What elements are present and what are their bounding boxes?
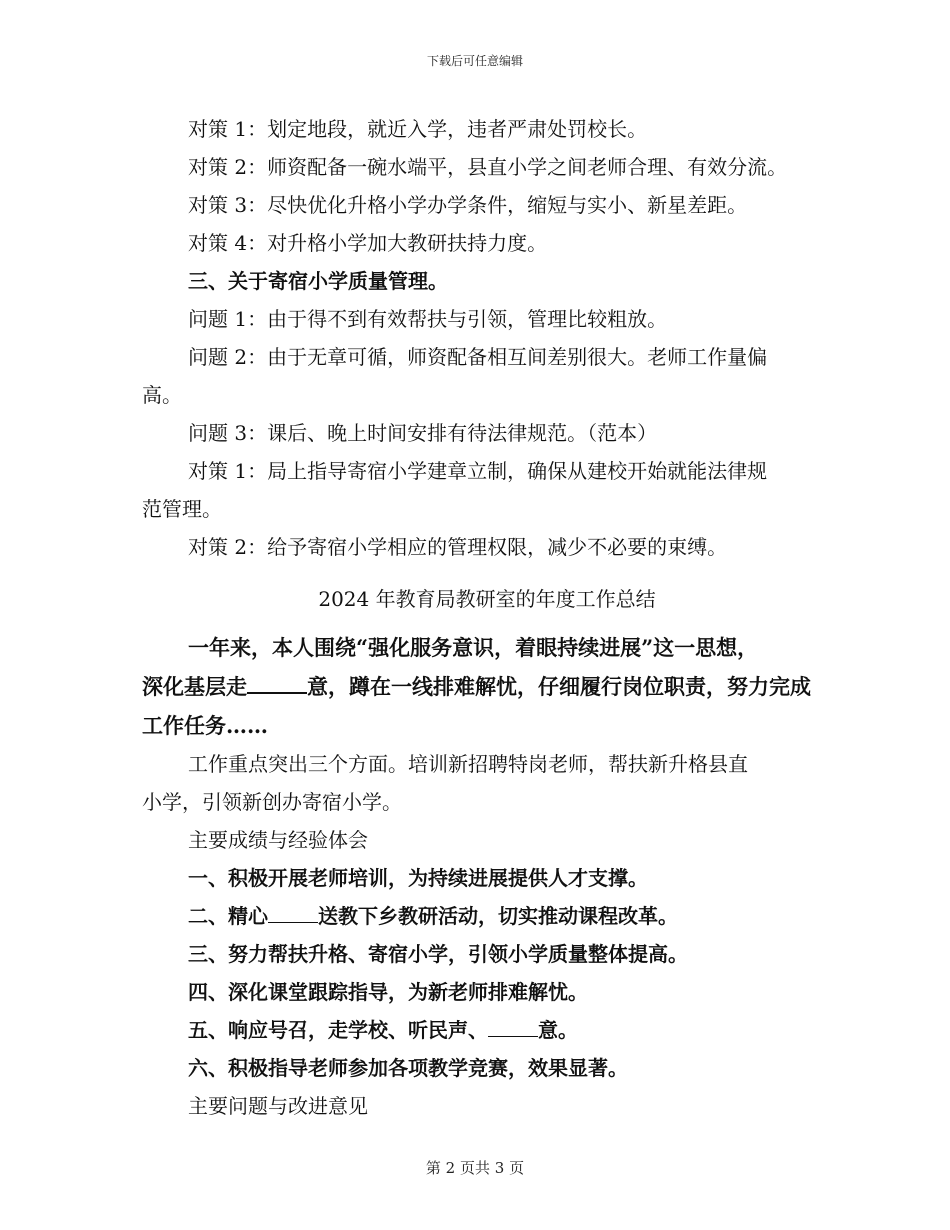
achievement-item-2 <box>142 897 812 935</box>
intro-line-2-start: 深化基层走 <box>142 674 247 699</box>
boarding-countermeasure-2: 对策 2：给予寄宿小学相应的管理权限，减少不必要的束缚。 <box>188 535 728 559</box>
section-heading-3: 三、关于寄宿小学质量管理。 <box>188 269 448 293</box>
intro-line-2 <box>142 667 812 706</box>
blank-underline <box>488 1018 538 1037</box>
focus-line-1: 工作重点突出三个方面。培训新招聘特岗老师，帮扶新升格县直 <box>188 752 748 776</box>
achievement-item-2-start: 二、精心 <box>188 904 268 928</box>
problems-heading: 主要问题与改进意见 <box>188 1094 368 1118</box>
achievement-item-3: 三、努力帮扶升格、寄宿小学，引领小学质量整体提高。 <box>188 942 688 966</box>
problem-3: 问题 3：课后、晚上时间安排有待法律规范。（范本） <box>188 421 658 445</box>
boarding-countermeasure-1-line-2: 范管理。 <box>142 497 222 521</box>
intro-line-1: 一年来，本人围绕“强化服务意识，着眼持续进展”这一思想， <box>188 635 759 660</box>
document-title: 2024 年教育局教研室的年度工作总结 <box>318 587 656 611</box>
boarding-countermeasure-1-line-1: 对策 1：局上指导寄宿小学建章立制，确保从建校开始就能法律规 <box>188 459 768 483</box>
intro-line-3: 工作任务…… <box>142 713 268 738</box>
achievement-item-2-end: 送教下乡教研活动，切实推动课程改革。 <box>318 904 678 928</box>
problem-2-line-2: 高。 <box>142 383 182 407</box>
achievement-item-5-start: 五、响应号召，走学校、听民声、 <box>188 1018 488 1042</box>
blank-underline <box>247 673 307 694</box>
achievement-item-1: 一、积极开展老师培训，为持续进展提供人才支撑。 <box>188 866 648 890</box>
countermeasure-3: 对策 3：尽快优化升格小学办学条件，缩短与实小、新星差距。 <box>188 193 748 217</box>
problem-2-line-1: 问题 2：由于无章可循，师资配备相互间差别很大。老师工作量偏 <box>188 345 768 369</box>
intro-line-2-end: 意，蹲在一线排难解忧，仔细履行岗位职责，努力完成 <box>307 674 811 699</box>
achievements-heading: 主要成绩与经验体会 <box>188 828 368 852</box>
blank-underline <box>268 904 318 923</box>
problem-1: 问题 1：由于得不到有效帮扶与引领，管理比较粗放。 <box>188 307 668 331</box>
achievement-item-6: 六、积极指导老师参加各项教学竞赛，效果显著。 <box>188 1056 628 1080</box>
page-footer: 第 2 页共 3 页 <box>425 1159 525 1177</box>
achievement-item-5 <box>142 1011 812 1049</box>
document-body <box>142 110 812 1125</box>
focus-line-2: 小学，引领新创办寄宿小学。 <box>142 790 402 814</box>
countermeasure-1: 对策 1：划定地段，就近入学，违者严肃处罚校长。 <box>188 117 648 141</box>
achievement-item-4: 四、深化课堂跟踪指导，为新老师排难解忧。 <box>188 980 588 1004</box>
countermeasure-2: 对策 2：师资配备一碗水端平，县直小学之间老师合理、有效分流。 <box>188 155 788 179</box>
countermeasure-4: 对策 4：对升格小学加大教研扶持力度。 <box>188 231 548 255</box>
page-header: 下载后可任意编辑 <box>426 54 523 68</box>
achievement-item-5-end: 意。 <box>538 1018 578 1042</box>
